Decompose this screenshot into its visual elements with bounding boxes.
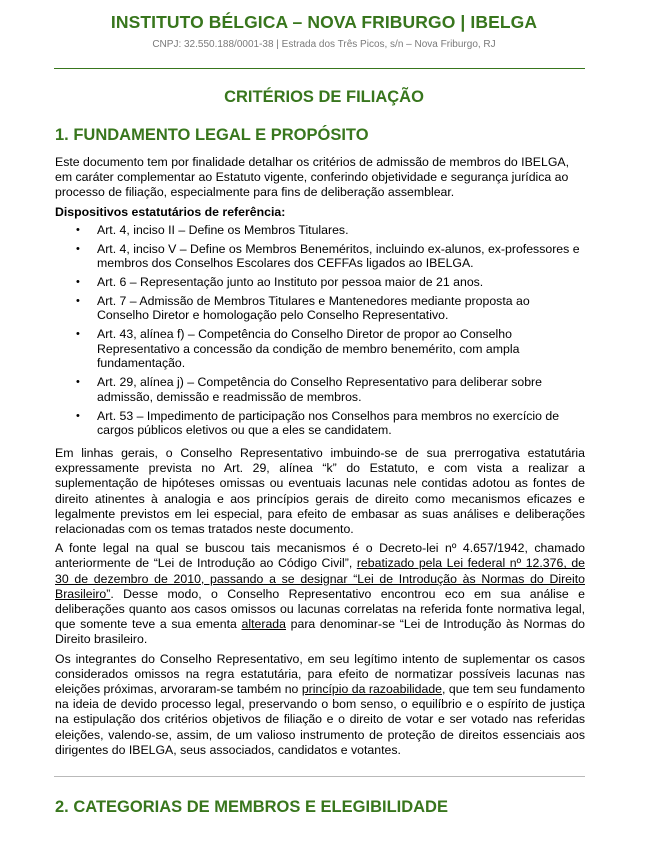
underlined-text: princípio da razoabilidade <box>301 682 443 696</box>
refs-list <box>55 223 585 438</box>
section-divider <box>54 776 585 777</box>
refs-list-item: • Art. 43, alínea f) – Competência do Conselho Diretor de propor ao Conselho Representativo a concessão da condição de membro benemérito, com ampla fundamentação. <box>55 327 585 371</box>
refs-list-item: • Art. 29, alínea j) – Competência do Conselho Representativo para deliberar sobre admissão, demissão e readmissão de membros. <box>55 375 585 404</box>
paragraph-3-text-2: , que tem seu fundamento na ideia de devido processo legal, preservando o bom senso, o equilíbrio e o espírito de justiça na estipulação dos critérios objetivos de filiação e o direito de votar e ser votado nas referidas eleições, valendo-se, assim, de um valioso instrumento de proteção de direitos essenciais aos dirigentes do IBELGA, seus associados, candidatos e votantes. <box>55 682 585 757</box>
paragraph-3 <box>55 652 585 758</box>
underlined-text: alterada <box>241 617 286 632</box>
document-header <box>0 0 648 50</box>
paragraph-2 <box>55 541 585 647</box>
paragraph-2-text-3: para denominar-se “Lei de Introdução às Normas do Direito brasileiro. <box>55 617 586 647</box>
paragraph-2-text-1: A fonte legal na qual se buscou tais mecanismos é o Decreto-lei nº 4.657/1942, chamado anteriormente de “Lei de Introdução ao Código Civil”, <box>55 541 585 571</box>
refs-list-item: • Art. 6 – Representação junto ao Instituto por pessoa maior de 21 anos. <box>55 275 585 290</box>
document-title: CRITÉRIOS DE FILIAÇÃO <box>224 88 424 106</box>
org-subtitle: CNPJ: 32.550.188/0001-38 | Estrada dos Três Picos, s/n – Nova Friburgo, RJ <box>152 39 496 50</box>
section-2 <box>55 798 448 827</box>
org-name: INSTITUTO BÉLGICA – NOVA FRIBURGO | IBELGA <box>110 12 538 32</box>
refs-list-item: • Art. 7 – Admissão de Membros Titulares e Mantenedores mediante proposta ao Conselho Diretor e homologação pelo Conselho Representativo. <box>55 294 585 323</box>
section-1-heading: 1. FUNDAMENTO LEGAL E PROPÓSITO <box>55 126 369 144</box>
section-2-heading: 2. CATEGORIAS DE MEMBROS E ELEGIBILIDADE <box>55 798 448 816</box>
refs-list-item: • Art. 4, inciso II – Define os Membros Titulares. <box>55 223 585 238</box>
paragraph-3-text-1: Os integrantes do Conselho Representativo, em seu legítimo intento de suplementar os casos considerados omissos na regra estatutária, para efeito de normatizar possíveis lacunas nas eleições próximas, arvoraram-se também no <box>55 651 585 696</box>
refs-list-item: • Art. 4, inciso V – Define os Membros Beneméritos, incluindo ex-alunos, ex-professores e membros dos Conselhos Escolares dos CEFFAs ligados ao IBELGA. <box>55 242 585 271</box>
section-1 <box>55 126 585 762</box>
refs-list-item: • Art. 53 – Impedimento de participação nos Conselhos para membros no exercício de cargos públicos eletivos ou que a eles se candidatem. <box>55 409 585 438</box>
intro-paragraph: Este documento tem por finalidade detalhar os critérios de admissão de membros do IBELGA, em caráter complementar ao Estatuto vigente, conferindo objetividade e segurança jurídica ao processo de filiação, especialmente para fins de deliberação assemblear. <box>55 155 570 200</box>
paragraph-2-text-2: . Desse modo, o Conselho Representativo encontrou eco em sua análise e deliberações quanto aos casos omissos ou lacunas correlatas na referida fonte normativa legal, que somente teve a sua ementa <box>55 586 585 632</box>
underlined-text: rebatizado pela Lei federal nº 12.376, de 30 de dezembro de 2010, passando a se designar “Lei de Introdução às Normas do Direito Brasileiro” <box>55 556 585 601</box>
paragraph-1: Em linhas gerais, o Conselho Representativo imbuindo-se de sua prerrogativa estatutária expressamente prevista no Art. 29, alínea “k” do Estatuto, e com vista a realizar a suplementação de hipóteses omissas ou eventuais lacunas nele contidas adotou as fontes de direito atinentes à analogia e aos princípios gerais de direito como mecanismos eficazes e legalmente previstos em lei especial, para efeito de embasar as suas análises e deliberações relacionadas com os temas tratados neste documento. <box>55 445 585 536</box>
header-divider <box>54 68 585 69</box>
refs-title: Dispositivos estatutários de referência: <box>55 204 286 219</box>
